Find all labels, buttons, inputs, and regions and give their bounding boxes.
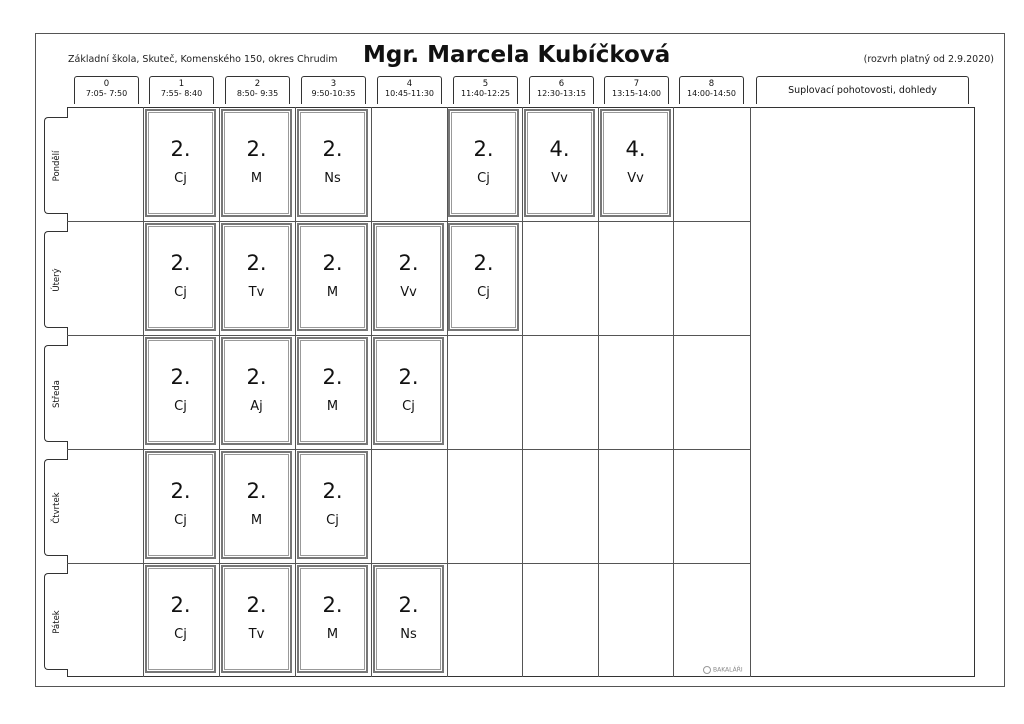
lesson-card: 2. Cj	[297, 451, 368, 559]
lesson-card: 2. Ns	[373, 565, 444, 673]
period-header-5: 5 11:40-12:25	[453, 76, 518, 104]
lesson-card: 2. Cj	[448, 109, 519, 217]
teacher-name: Mgr. Marcela Kubíčková	[363, 42, 671, 68]
lesson-card: 2. Cj	[145, 565, 216, 673]
grid-divider	[522, 107, 523, 677]
grid-divider	[750, 107, 751, 677]
lesson-card: 2. Cj	[145, 451, 216, 559]
period-header-0: 0 7:05- 7:50	[74, 76, 139, 104]
lesson-card: 4. Vv	[600, 109, 671, 217]
lesson-card: 2. M	[297, 565, 368, 673]
lesson-card: 2. Cj	[145, 223, 216, 331]
period-header-8: 8 14:00-14:50	[679, 76, 744, 104]
lesson-card: 2. M	[221, 451, 292, 559]
period-header-1: 1 7:55- 8:40	[149, 76, 214, 104]
lesson-card: 2. Vv	[373, 223, 444, 331]
grid-divider	[67, 221, 750, 222]
validity-note: (rozvrh platný od 2.9.2020)	[863, 54, 994, 65]
grid-divider	[143, 107, 144, 677]
period-header-6: 6 12:30-13:15	[529, 76, 594, 104]
bakalari-logo-text: BAKALÁŘI	[713, 666, 743, 674]
lesson-card: 4. Vv	[524, 109, 595, 217]
grid-divider	[219, 107, 220, 677]
lesson-card: 2. Tv	[221, 565, 292, 673]
period-header-2: 2 8:50- 9:35	[225, 76, 290, 104]
grid-divider	[67, 449, 750, 450]
lesson-card: 2. M	[297, 337, 368, 445]
lesson-card: 2. Cj	[448, 223, 519, 331]
day-label-friday: Pátek	[44, 573, 68, 670]
day-label-monday: Pondělí	[44, 117, 68, 214]
grid-divider	[67, 563, 750, 564]
bakalari-logo	[703, 666, 743, 674]
grid-divider	[598, 107, 599, 677]
lesson-card: 2. Cj	[373, 337, 444, 445]
grid-divider	[673, 107, 674, 677]
period-header-7: 7 13:15-14:00	[604, 76, 669, 104]
day-label-wednesday: Středa	[44, 345, 68, 442]
lesson-card: 2. Aj	[221, 337, 292, 445]
lesson-card: 2. M	[221, 109, 292, 217]
lesson-card: 2. Tv	[221, 223, 292, 331]
grid-divider	[295, 107, 296, 677]
grid-divider	[67, 335, 750, 336]
lesson-card: 2. Cj	[145, 109, 216, 217]
day-label-tuesday: Úterý	[44, 231, 68, 328]
period-header-4: 4 10:45-11:30	[377, 76, 442, 104]
duty-header: Suplovací pohotovosti, dohledy	[756, 76, 969, 104]
lesson-card: 2. M	[297, 223, 368, 331]
lesson-card: 2. Cj	[145, 337, 216, 445]
period-header-3: 3 9:50-10:35	[301, 76, 366, 104]
grid-divider	[371, 107, 372, 677]
school-name: Základní škola, Skuteč, Komenského 150, okres Chrudim	[68, 54, 338, 65]
day-label-thursday: Čtvrtek	[44, 459, 68, 556]
bakalari-logo-icon	[703, 666, 711, 674]
lesson-card: 2. Ns	[297, 109, 368, 217]
